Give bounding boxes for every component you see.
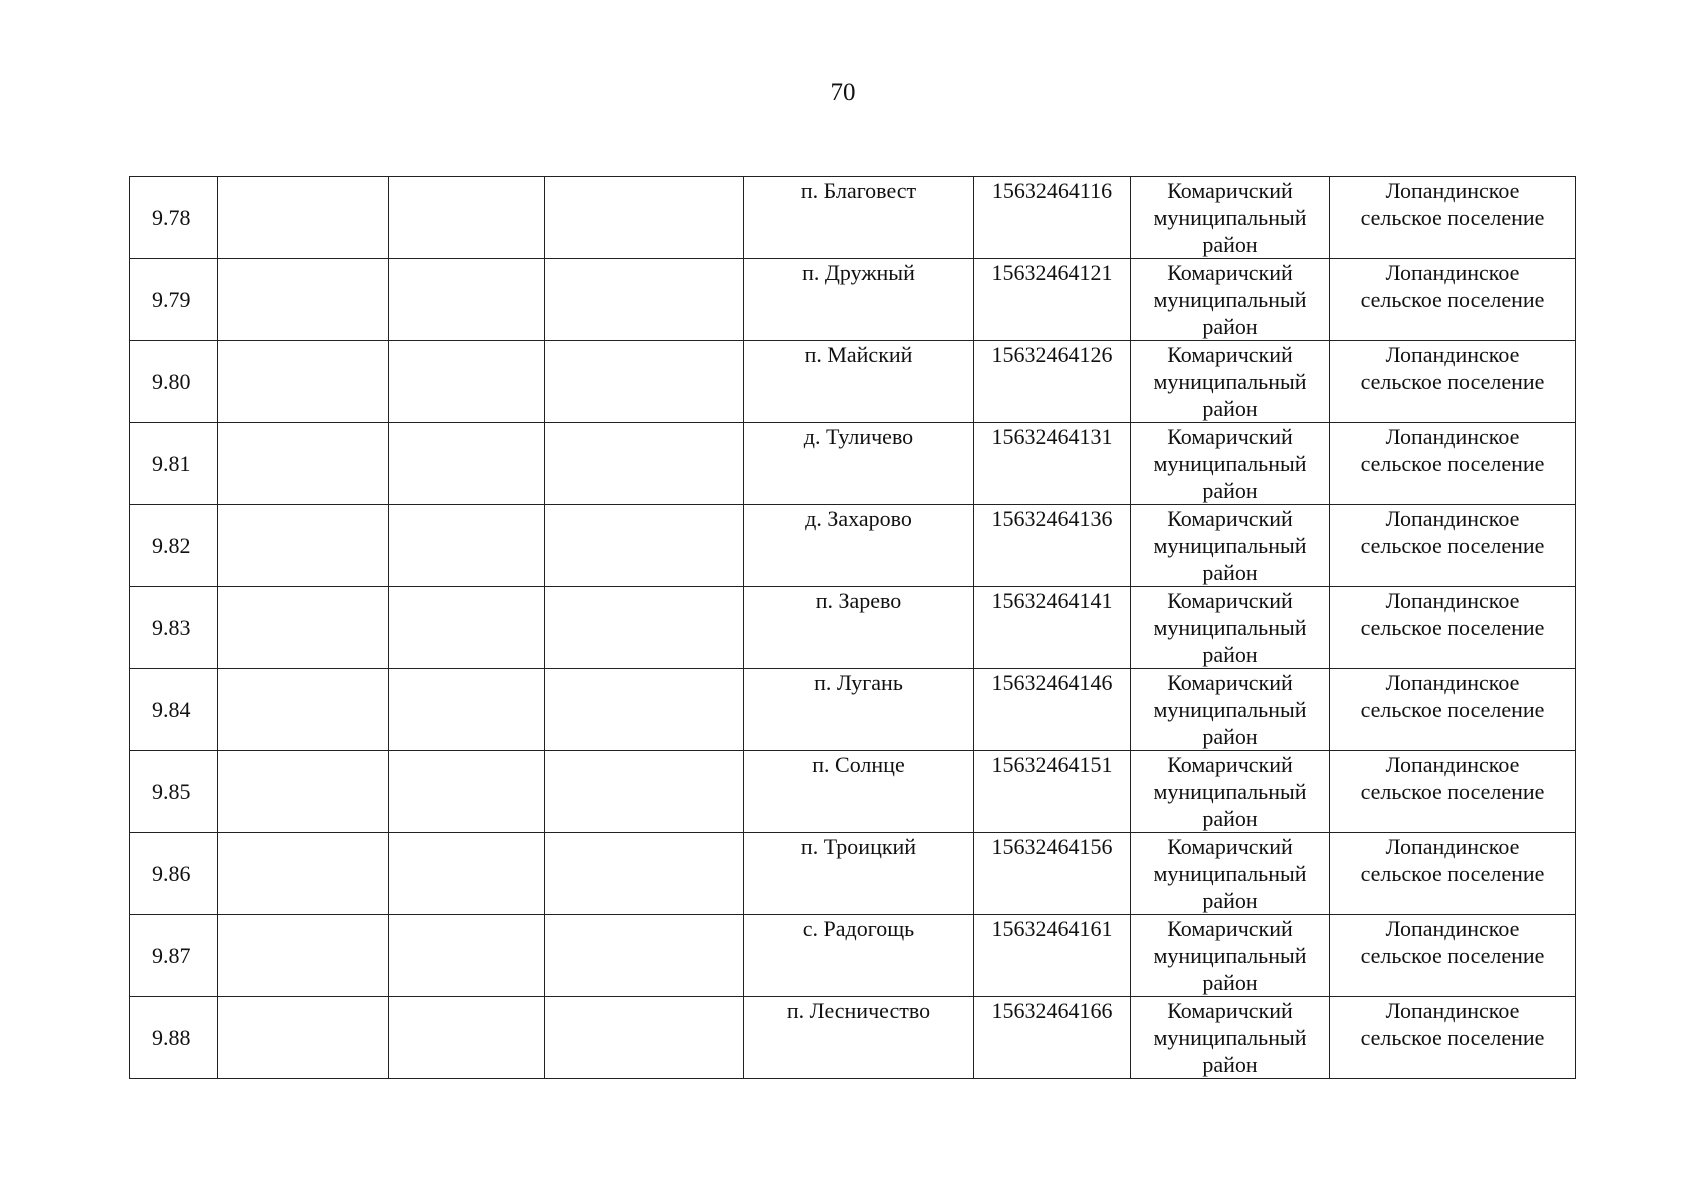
code-text: 15632464151 xyxy=(991,752,1113,777)
empty-cell xyxy=(218,505,389,587)
locality-text: п. Благовест xyxy=(800,178,917,203)
district-text: Комаричский муниципальный район xyxy=(1153,916,1307,995)
empty-cell xyxy=(389,259,545,341)
settlement-text: Лопандинское сельское поселение xyxy=(1360,588,1545,640)
locality-text: п. Лугань xyxy=(814,670,903,695)
settlement-name xyxy=(1330,177,1576,259)
table-row xyxy=(130,587,1576,669)
locality-name xyxy=(744,997,974,1079)
table-row xyxy=(130,997,1576,1079)
code-text: 15632464131 xyxy=(991,424,1113,449)
district-name xyxy=(1131,423,1330,505)
table-row xyxy=(130,669,1576,751)
oktmo-code xyxy=(974,505,1131,587)
table-row xyxy=(130,259,1576,341)
district-text: Комаричский муниципальный район xyxy=(1153,834,1307,913)
table-row xyxy=(130,423,1576,505)
settlement-name xyxy=(1330,341,1576,423)
empty-cell xyxy=(545,997,744,1079)
district-name xyxy=(1131,751,1330,833)
locality-name xyxy=(744,341,974,423)
empty-cell xyxy=(218,915,389,997)
register-table xyxy=(129,176,1576,1079)
district-name xyxy=(1131,259,1330,341)
district-text: Комаричский муниципальный район xyxy=(1153,506,1307,585)
district-name xyxy=(1131,505,1330,587)
locality-name xyxy=(744,751,974,833)
oktmo-code xyxy=(974,997,1131,1079)
locality-name xyxy=(744,423,974,505)
empty-cell xyxy=(545,669,744,751)
settlement-name xyxy=(1330,669,1576,751)
settlement-text: Лопандинское сельское поселение xyxy=(1360,998,1545,1050)
settlement-name xyxy=(1330,915,1576,997)
row-number: 9.86 xyxy=(130,833,218,915)
oktmo-code xyxy=(974,259,1131,341)
locality-name xyxy=(744,177,974,259)
row-number: 9.79 xyxy=(130,259,218,341)
code-text: 15632464146 xyxy=(991,670,1113,695)
empty-cell xyxy=(545,423,744,505)
empty-cell xyxy=(218,669,389,751)
table-row xyxy=(130,177,1576,259)
district-text: Комаричский муниципальный район xyxy=(1153,752,1307,831)
district-name xyxy=(1131,341,1330,423)
settlement-text: Лопандинское сельское поселение xyxy=(1360,670,1545,722)
locality-text: п. Лесничество xyxy=(786,998,931,1023)
settlement-text: Лопандинское сельское поселение xyxy=(1360,260,1545,312)
empty-cell xyxy=(218,833,389,915)
district-text: Комаричский муниципальный район xyxy=(1153,670,1307,749)
locality-text: п. Дружный xyxy=(802,260,915,285)
locality-text: п. Солнце xyxy=(812,752,905,777)
oktmo-code xyxy=(974,177,1131,259)
empty-cell xyxy=(389,669,545,751)
row-number: 9.87 xyxy=(130,915,218,997)
district-name xyxy=(1131,833,1330,915)
empty-cell xyxy=(389,341,545,423)
empty-cell xyxy=(218,587,389,669)
row-number: 9.80 xyxy=(130,341,218,423)
row-number: 9.85 xyxy=(130,751,218,833)
code-text: 15632464156 xyxy=(991,834,1113,859)
oktmo-code xyxy=(974,587,1131,669)
table-row xyxy=(130,833,1576,915)
district-text: Комаричский муниципальный район xyxy=(1153,178,1307,257)
settlement-text: Лопандинское сельское поселение xyxy=(1360,834,1545,886)
settlement-text: Лопандинское сельское поселение xyxy=(1360,752,1545,804)
row-number: 9.82 xyxy=(130,505,218,587)
empty-cell xyxy=(389,587,545,669)
code-text: 15632464126 xyxy=(991,342,1113,367)
oktmo-code xyxy=(974,341,1131,423)
table-row xyxy=(130,751,1576,833)
empty-cell xyxy=(545,341,744,423)
empty-cell xyxy=(545,177,744,259)
settlement-text: Лопандинское сельское поселение xyxy=(1360,424,1545,476)
locality-name xyxy=(744,833,974,915)
table-body xyxy=(130,177,1576,1079)
empty-cell xyxy=(389,915,545,997)
settlement-name xyxy=(1330,423,1576,505)
locality-name xyxy=(744,915,974,997)
row-number: 9.81 xyxy=(130,423,218,505)
code-text: 15632464136 xyxy=(991,506,1113,531)
empty-cell xyxy=(218,751,389,833)
district-name xyxy=(1131,915,1330,997)
locality-text: с. Радогощь xyxy=(802,916,915,941)
table-row xyxy=(130,341,1576,423)
district-text: Комаричский муниципальный район xyxy=(1153,588,1307,667)
settlement-name xyxy=(1330,587,1576,669)
empty-cell xyxy=(218,177,389,259)
district-name xyxy=(1131,669,1330,751)
code-text: 15632464116 xyxy=(991,178,1113,203)
empty-cell xyxy=(545,751,744,833)
district-text: Комаричский муниципальный район xyxy=(1153,424,1307,503)
district-name xyxy=(1131,587,1330,669)
settlement-name xyxy=(1330,833,1576,915)
row-number: 9.88 xyxy=(130,997,218,1079)
district-name xyxy=(1131,997,1330,1079)
locality-text: д. Туличево xyxy=(803,424,914,449)
table-row xyxy=(130,505,1576,587)
settlement-name xyxy=(1330,505,1576,587)
locality-name xyxy=(744,587,974,669)
code-text: 15632464161 xyxy=(991,916,1113,941)
row-number: 9.83 xyxy=(130,587,218,669)
settlement-name xyxy=(1330,751,1576,833)
code-text: 15632464166 xyxy=(991,998,1113,1023)
empty-cell xyxy=(389,177,545,259)
empty-cell xyxy=(545,587,744,669)
empty-cell xyxy=(389,997,545,1079)
district-text: Комаричский муниципальный район xyxy=(1153,998,1307,1077)
locality-name xyxy=(744,259,974,341)
empty-cell xyxy=(218,423,389,505)
district-text: Комаричский муниципальный район xyxy=(1153,260,1307,339)
locality-text: п. Зарево xyxy=(815,588,902,613)
oktmo-code xyxy=(974,915,1131,997)
locality-name xyxy=(744,505,974,587)
empty-cell xyxy=(389,423,545,505)
district-text: Комаричский муниципальный район xyxy=(1153,342,1307,421)
page-number: 70 xyxy=(830,79,856,106)
locality-name xyxy=(744,669,974,751)
empty-cell xyxy=(545,259,744,341)
empty-cell xyxy=(389,751,545,833)
oktmo-code xyxy=(974,833,1131,915)
empty-cell xyxy=(218,341,389,423)
empty-cell xyxy=(218,259,389,341)
empty-cell xyxy=(545,505,744,587)
oktmo-code xyxy=(974,751,1131,833)
row-number: 9.84 xyxy=(130,669,218,751)
settlement-text: Лопандинское сельское поселение xyxy=(1360,506,1545,558)
empty-cell xyxy=(218,997,389,1079)
settlement-name xyxy=(1330,997,1576,1079)
empty-cell xyxy=(389,505,545,587)
empty-cell xyxy=(545,833,744,915)
oktmo-code xyxy=(974,423,1131,505)
settlement-name xyxy=(1330,259,1576,341)
row-number: 9.78 xyxy=(130,177,218,259)
locality-text: д. Захарово xyxy=(805,506,912,531)
code-text: 15632464121 xyxy=(991,260,1113,285)
empty-cell xyxy=(389,833,545,915)
code-text: 15632464141 xyxy=(991,588,1113,613)
table-row xyxy=(130,915,1576,997)
locality-text: п. Майский xyxy=(804,342,913,367)
empty-cell xyxy=(545,915,744,997)
settlement-text: Лопандинское сельское поселение xyxy=(1360,342,1545,394)
district-name xyxy=(1131,177,1330,259)
settlement-text: Лопандинское сельское поселение xyxy=(1360,916,1545,968)
oktmo-code xyxy=(974,669,1131,751)
locality-text: п. Троицкий xyxy=(800,834,917,859)
settlement-text: Лопандинское сельское поселение xyxy=(1360,178,1545,230)
